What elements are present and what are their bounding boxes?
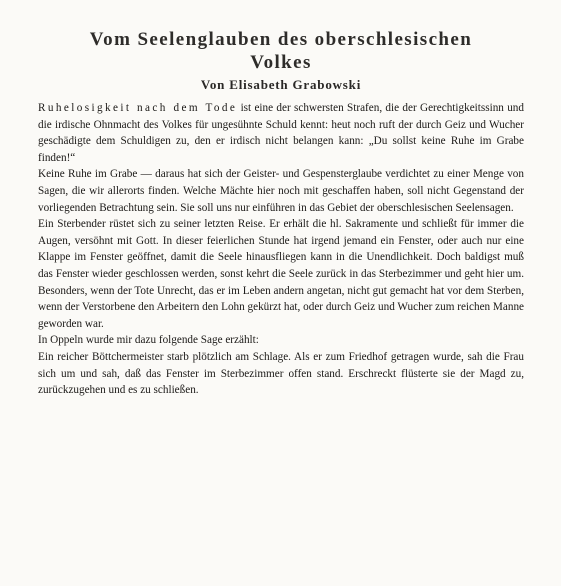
paragraph [38,349,524,399]
paragraph [38,100,524,166]
author-byline: Von Elisabeth Grabowski [200,77,362,92]
paragraph-text: ist eine der schwersten Strafen, die der Gerechtigkeitssinn und die irdische Ohnmacht des Volkes für ungesühnte Schuld kennt: heut noch ruft der durch Geiz und Wucher geschädigte dem Schuldigen zu, den er irdisch nicht belangen kann: „Du sollst keine Ruhe im Grabe finden!“ [38,102,524,164]
document-title [38,28,524,74]
paragraph-text: Ein Sterbender rüstet sich zu seiner letzten Reise. Er erhält die hl. Sakramente und schließt für immer die Augen, versöhnt mit Gott. In dieser feierlichen Stunde hat irgend jemand ein Fenster, oder auch nur eine Klappe im Fenster geöffnet, damit die Seele hinausfliegen kann in die Unendlichkeit. Doch baldigst muß das Fenster wieder geschlossen werden, sonst kehrt die Seele zurück in das Sterbezimmer und geht hier um. Besonders, wenn der Tote Unrecht, das er im Leben andern angetan, nicht gut gemacht hat vor dem Sterben, wenn der Verstorbene den Arbeitern den Lohn gekürzt hat, oder durch Geiz und Wucher zum reichen Manne geworden war. [38,218,524,330]
title-line-1: Vom Seelenglauben des oberschlesischen [89,29,473,50]
document-body [38,100,524,399]
paragraph [38,166,524,216]
paragraph [38,332,524,349]
paragraph-text: In Oppeln wurde mir dazu folgende Sage erzählt: [38,334,259,347]
paragraph-text: Ein reicher Böttchermeister starb plötzlich am Schlage. Als er zum Friedhof getragen wurde, sah die Frau sich um und sah, daß das Fenster im Sterbezimmer offen stand. Erschreckt flüsterte sie der Magd zu, zurückzugehen und es zu schließen. [38,350,524,397]
paragraph [38,216,524,332]
title-line-2: Volkes [250,52,312,73]
document-page [38,28,524,568]
paragraph-text: Keine Ruhe im Grabe — daraus hat sich der Geister- und Gespensterglaube verdichtet zu einer Menge von Sagen, die wir allerorts finden. Welche Mächte hier noch mit geschaffen haben, soll nicht Gegenstand der vorliegenden Betrachtung sein. Sie soll uns nur einführen in das Gebiet der oberschlesischen Seelensagen. [38,168,524,214]
paragraph-lead: Ruhelosigkeit nach dem Tode [38,102,238,114]
